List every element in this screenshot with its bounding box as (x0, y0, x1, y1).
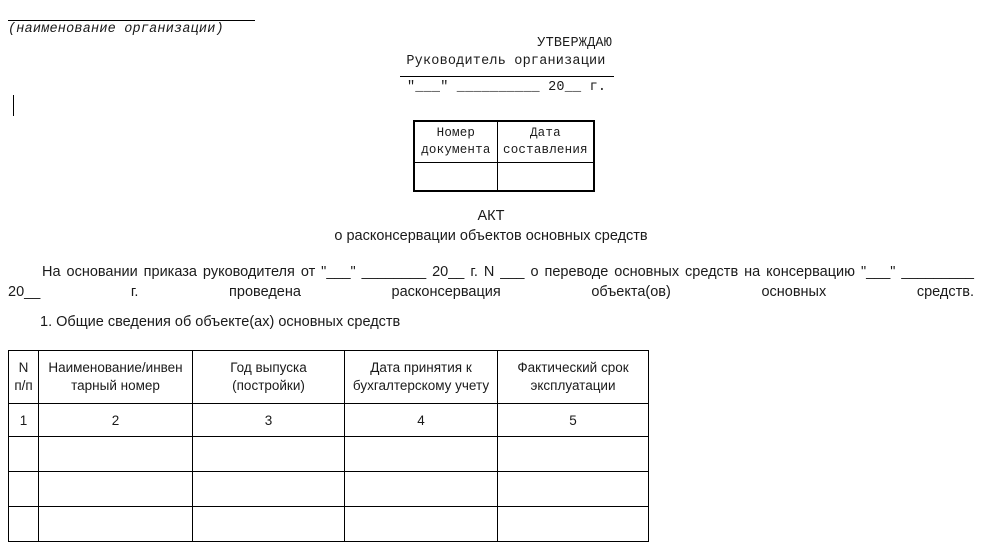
cell-year-of-issue[interactable] (193, 507, 345, 542)
organization-name-caption: (наименование организации) (8, 22, 224, 37)
column-header-accounting-date-line1: Дата принятия к (370, 359, 472, 375)
document-number-header (415, 122, 498, 163)
cell-name-inventory[interactable] (39, 437, 193, 472)
table-row (9, 507, 649, 542)
act-basis-paragraph: На основании приказа руководителя от "___" ________ 20__ г. N ___ о переводе основных средств на консервацию "___" _________ 20__ г. проведена расконсервация объекта(ов) основных средств. (8, 264, 974, 300)
column-header-number-line2: п/п (14, 378, 33, 393)
document-box-value-row (415, 163, 594, 191)
cell-number[interactable] (9, 507, 39, 542)
document-date-header-line2: составления (503, 142, 588, 157)
cell-actual-service-life[interactable] (498, 437, 649, 472)
document-box-header-row (415, 122, 594, 163)
column-number-2: 2 (39, 404, 193, 437)
column-header-actual-service-life-line2: эксплуатации (530, 378, 616, 393)
approval-signature-rule (400, 76, 614, 77)
column-header-year-of-issue-line2: (постройки) (232, 378, 305, 393)
document-number-value[interactable] (415, 163, 498, 191)
approval-label: УТВЕРЖДАЮ (537, 36, 612, 51)
cell-year-of-issue[interactable] (193, 437, 345, 472)
cell-number[interactable] (9, 472, 39, 507)
column-header-number (9, 351, 39, 404)
column-header-number-line1: N (18, 359, 29, 375)
document-number-box (413, 120, 595, 192)
cell-year-of-issue[interactable] (193, 472, 345, 507)
approval-date-placeholder: "___" __________ 20__ г. (407, 80, 607, 95)
table-row (9, 437, 649, 472)
cell-name-inventory[interactable] (39, 507, 193, 542)
column-header-actual-service-life (498, 351, 649, 404)
column-header-name-inventory (39, 351, 193, 404)
text-caret (13, 95, 14, 116)
cell-name-inventory[interactable] (39, 472, 193, 507)
column-number-4: 4 (345, 404, 498, 437)
general-info-table-wrap (8, 350, 648, 542)
cell-accounting-date[interactable] (345, 472, 498, 507)
column-header-year-of-issue-line1: Год выпуска (230, 359, 307, 375)
cell-accounting-date[interactable] (345, 507, 498, 542)
column-number-5: 5 (498, 404, 649, 437)
table-row (9, 472, 649, 507)
column-number-3: 3 (193, 404, 345, 437)
column-header-actual-service-life-line1: Фактический срок (517, 359, 629, 375)
column-header-name-inventory-line1: Наименование/инвен (48, 359, 183, 375)
document-date-value[interactable] (497, 163, 593, 191)
column-header-accounting-date-line2: бухгалтерскому учету (352, 378, 490, 393)
act-subtitle: о расконсервации объектов основных средств (334, 228, 648, 244)
column-number-1: 1 (9, 404, 39, 437)
organization-name-rule (8, 20, 255, 21)
general-info-table (8, 350, 649, 542)
column-header-name-inventory-line2: тарный номер (71, 378, 160, 393)
cell-number[interactable] (9, 437, 39, 472)
section-heading-general-info: 1. Общие сведения об объекте(ах) основных средств (40, 314, 401, 330)
column-header-year-of-issue (193, 351, 345, 404)
document-date-header (497, 122, 593, 163)
column-number-row (9, 404, 649, 437)
approval-role-label: Руководитель организации (406, 54, 606, 69)
act-title: АКТ (477, 208, 505, 224)
document-number-header-line2: документа (421, 142, 491, 157)
cell-accounting-date[interactable] (345, 437, 498, 472)
table-header-row (9, 351, 649, 404)
cell-actual-service-life[interactable] (498, 507, 649, 542)
cell-actual-service-life[interactable] (498, 472, 649, 507)
column-header-accounting-date (345, 351, 498, 404)
document-date-header-line1: Дата (529, 126, 561, 140)
document-number-header-line1: Номер (436, 126, 476, 140)
